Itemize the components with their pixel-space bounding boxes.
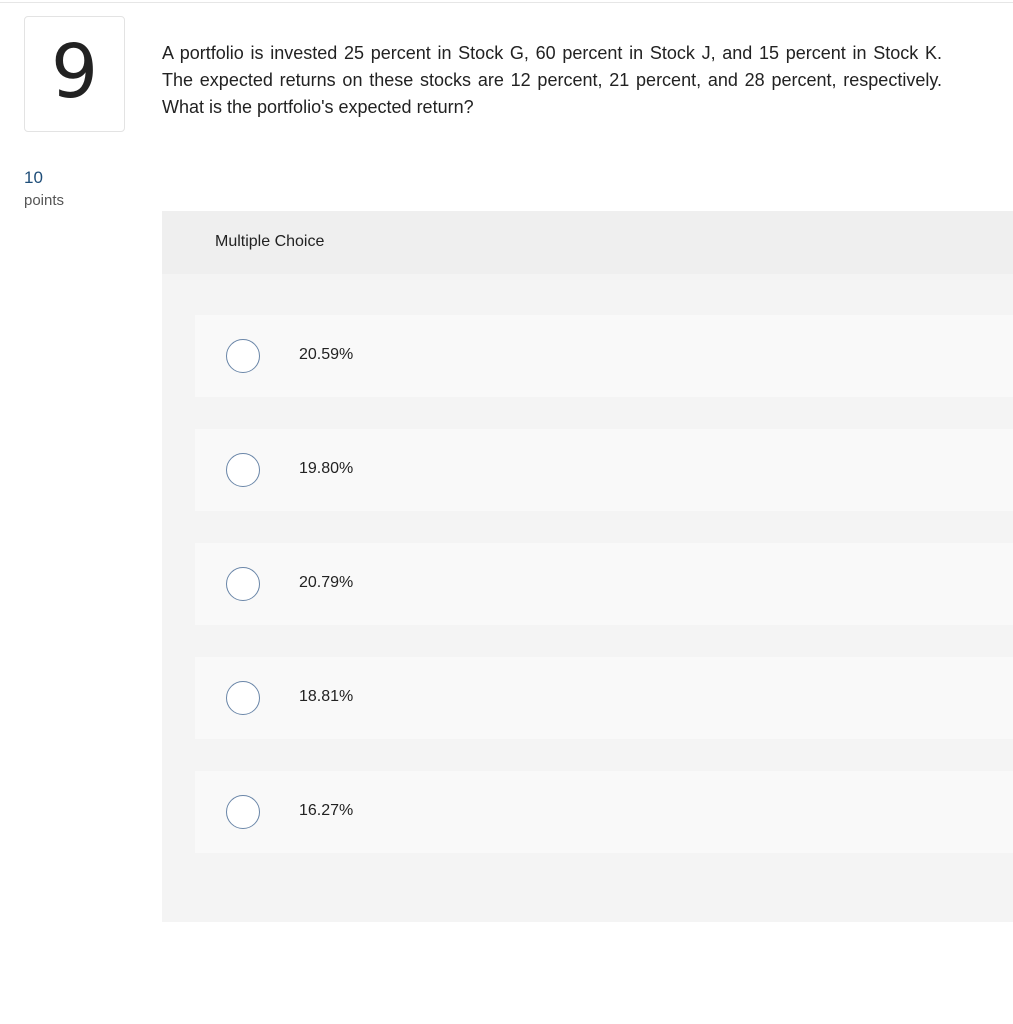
radio-button[interactable]: [226, 681, 260, 715]
choice-option-1[interactable]: [195, 315, 1013, 397]
choice-option-2[interactable]: [195, 429, 1013, 511]
choice-option-4[interactable]: [195, 657, 1013, 739]
points-label: points: [24, 192, 65, 209]
choice-label: 20.59%: [299, 346, 354, 363]
radio-button[interactable]: [226, 567, 260, 601]
question-number: 9: [50, 29, 99, 115]
multiple-choice-title: Multiple Choice: [215, 233, 325, 250]
radio-button[interactable]: [226, 453, 260, 487]
choice-option-5[interactable]: [195, 771, 1013, 853]
choice-label: 16.27%: [299, 802, 354, 819]
question-number-box: [24, 16, 125, 132]
choice-label: 19.80%: [299, 460, 354, 477]
points-value: 10: [24, 168, 43, 187]
choice-label: 20.79%: [299, 574, 354, 591]
multiple-choice-panel: [162, 211, 1013, 922]
question-text: A portfolio is invested 25 percent in Stock G, 60 percent in Stock J, and 15 percent in Stock K. The expected returns on these stocks are 12 percent, 21 percent, and 28 percent, respectively. What is the portfolio's expected return?: [162, 43, 942, 117]
choice-option-3[interactable]: [195, 543, 1013, 625]
choice-label: 18.81%: [299, 688, 354, 705]
radio-button[interactable]: [226, 795, 260, 829]
radio-button[interactable]: [226, 339, 260, 373]
multiple-choice-header: [162, 211, 1013, 274]
top-divider: [0, 0, 1013, 3]
